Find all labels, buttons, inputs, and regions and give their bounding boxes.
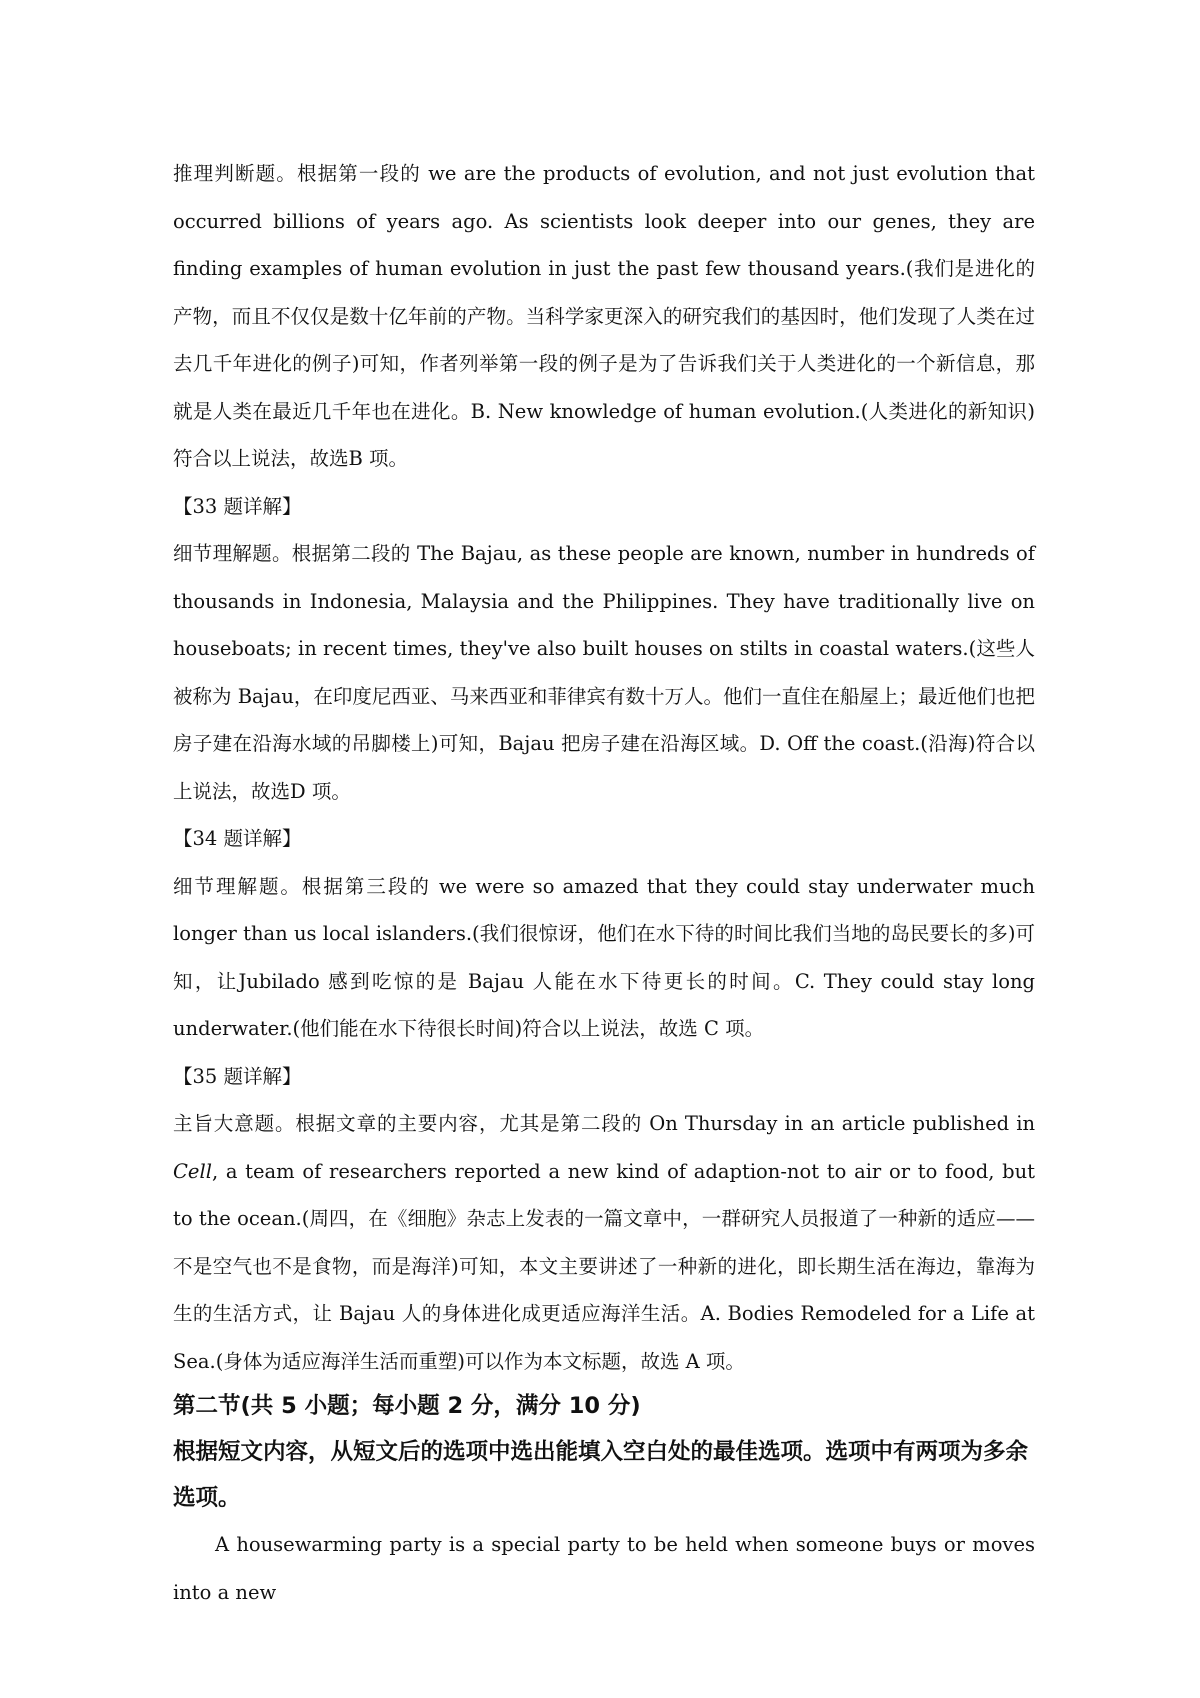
explanation-35-part1: 主旨大意题。根据文章的主要内容，尤其是第二段的 On Thursday in an article published in [173,1112,1035,1135]
heading-question-33: 【33 题详解】 [173,494,302,518]
journal-name-italic: Cell [173,1159,212,1183]
section-instruction: 根据短文内容，从短文后的选项中选出能填入空白处的最佳选项。选项中有两项为多余选项。 [173,1439,1029,1511]
explanation-33: 细节理解题。根据第二段的 The Bajau, as these people are known, number in hundreds of thousands in Indonesia, Malaysia and the Philippines. They have traditionally live on houseboats; in recent times, they've also built houses on stilts in coastal waters.(这些人被称为 Bajau，在印度尼西亚、马来西亚和菲律宾有数十万人。他们一直住在船屋上；最近他们也把房子建在沿海水域的吊脚楼上)可知，Bajau 把房子建在沿海区域。D. Off the coast.(沿海)符合以上说法，故选D 项。 [173,542,1035,803]
explanation-35 [173,1100,1035,1385]
section-title: 第二节(共 5 小题；每小题 2 分，满分 10 分) [173,1393,641,1419]
explanation-35-part2: , a team of researchers reported a new kind of adaption-not to air or to food, but to the ocean.(周四，在《细胞》杂志上发表的一篇文章中，一群研究人员报道了一种新的适应——不是空气也不是食物，而是海洋)可知，本文主要讲述了一种新的进化，即长期生活在海边，靠海为生的生活方式，让 Bajau 人的身体进化成更适应海洋生活。A. Bodies Remodeled for a Life at Sea.(身体为适应海洋生活而重塑)可以作为本文标题，故选 A 项。 [173,1159,1035,1373]
heading-question-34: 【34 题详解】 [173,827,302,850]
passage-first-line: A housewarming party is a special party to be held when someone buys or moves into a new [173,1533,1035,1604]
page-content [173,150,1035,1616]
heading-question-35: 【35 题详解】 [173,1064,302,1088]
explanation-32: 推理判断题。根据第一段的 we are the products of evolution, and not just evolution that occurred billions of years ago. As scientists look deeper into our genes, they are finding examples of human evolution in just the past few thousand years.(我们是进化的产物，而且不仅仅是数十亿年前的产物。当科学家更深入的研究我们的基因时，他们发现了人类在过去几千年进化的例子)可知，作者列举第一段的例子是为了告诉我们关于人类进化的一个新信息，那就是人类在最近几千年也在进化。B. New knowledge of human evolution.(人类进化的新知识)符合以上说法，故选B 项。 [173,162,1035,470]
explanation-34: 细节理解题。根据第三段的 we were so amazed that they could stay underwater much longer than us local islanders.(我们很惊讶，他们在水下待的时间比我们当地的岛民要长的多)可知，让Jubilado 感到吃惊的是 Bajau 人能在水下待更长的时间。C. They could stay long underwater.(他们能在水下待很长时间)符合以上说法，故选 C 项。 [173,874,1035,1040]
